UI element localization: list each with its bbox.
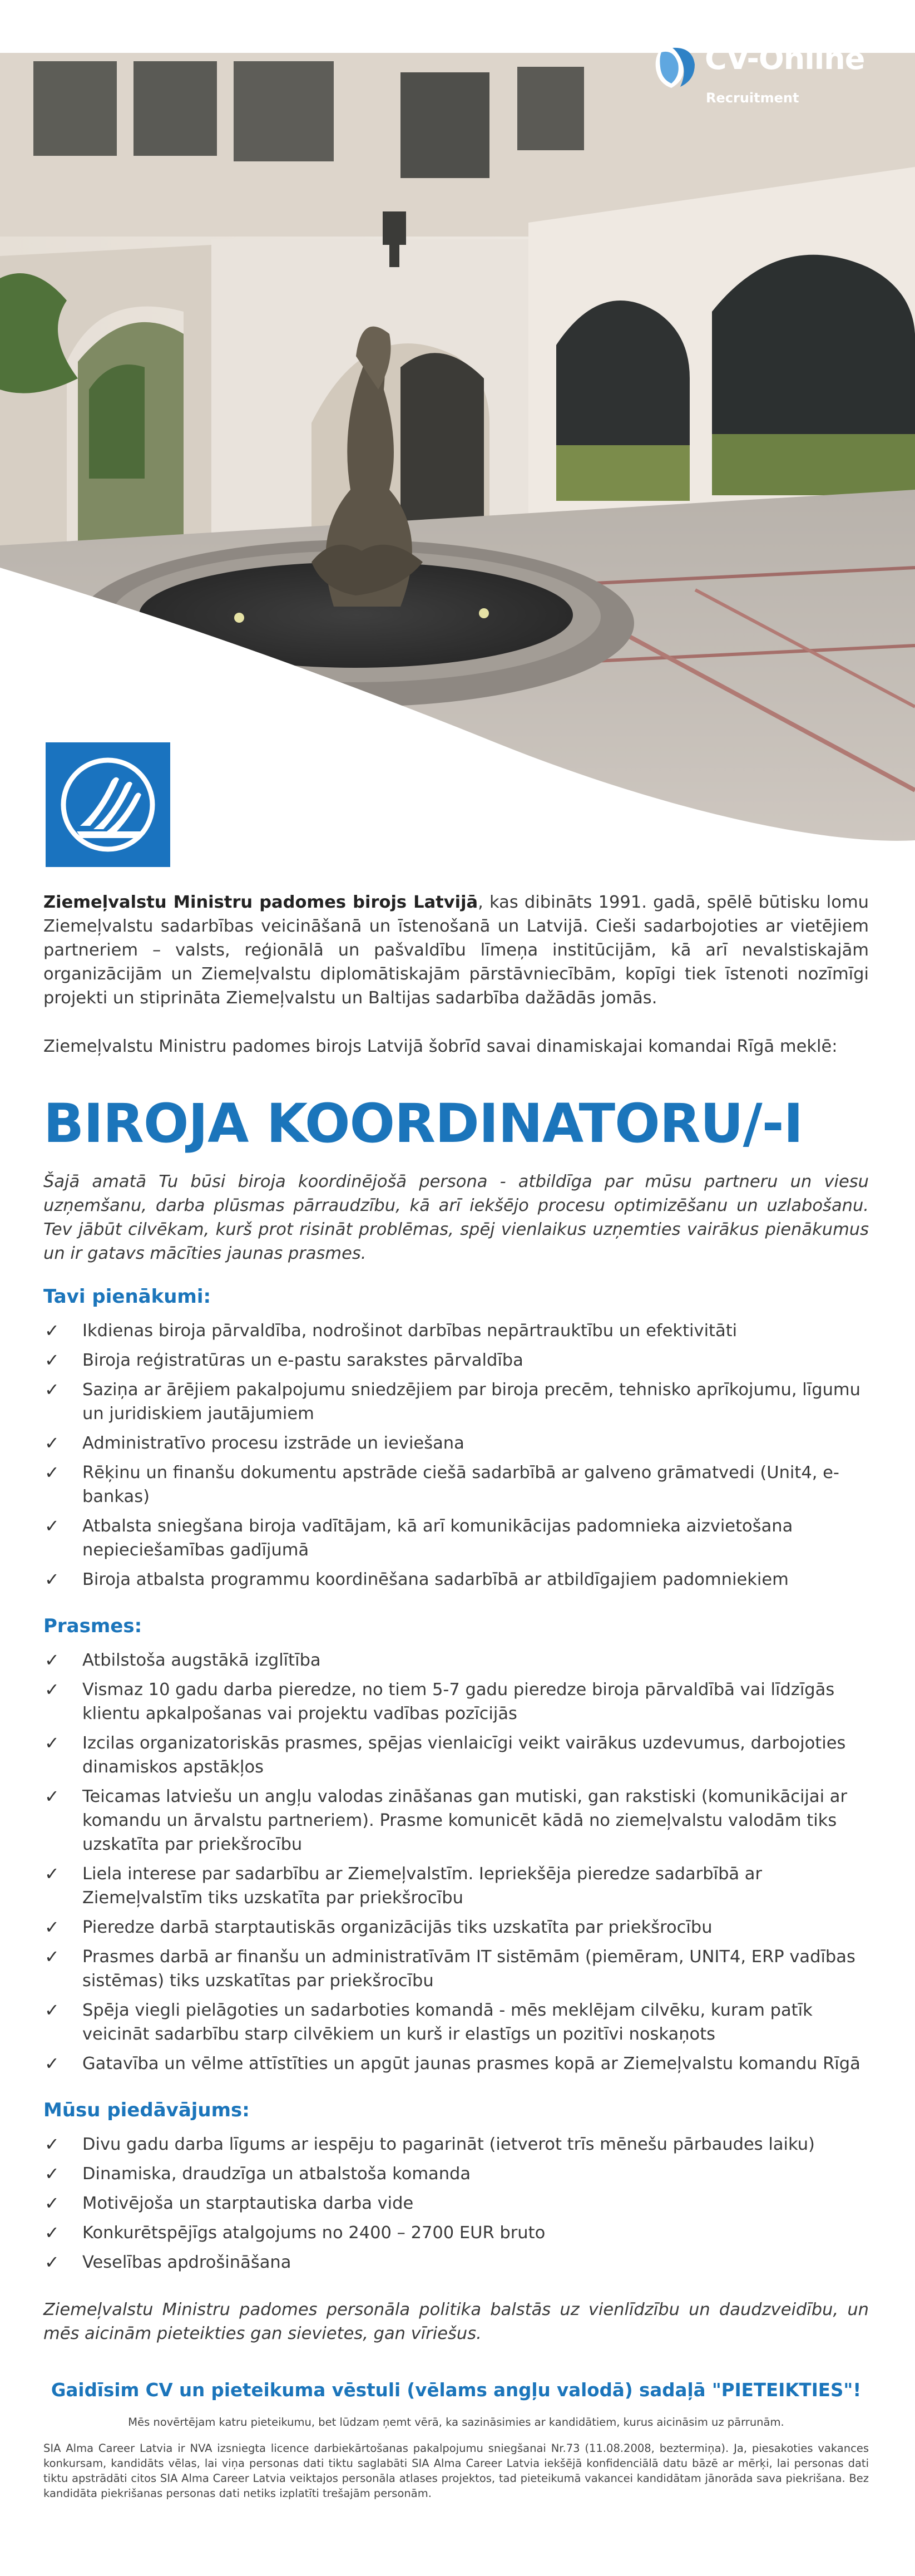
list-item — [43, 2250, 869, 2274]
list-item — [43, 2221, 869, 2245]
list-item-text: Biroja reģistratūras un e-pastu sarakstes pārvaldība — [82, 1351, 523, 1370]
nordic-swan-icon — [46, 742, 170, 867]
list-item-text: Divu gadu darba līgums ar iespēju to pagarināt (ietverot trīs mēnešu pārbaudes laiku) — [82, 2135, 815, 2154]
cv-online-leaf-icon — [648, 39, 701, 92]
check-icon: ✓ — [44, 2134, 60, 2155]
list-item — [43, 1945, 869, 1993]
footer-legal: SIA Alma Career Latvia ir NVA izsniegta licence darbiekārtošanas pakalpojumu sniegšanai Nr.73 (11.08.2008, beztermiņa). Ja, piesakoties vakances konkursam, kandidāts vēlas, lai viņa personas dati tiktu saglabāti SIA Alma Career Latvia iekšējā konfidenciālā datu bāzē ar mērķi, lai personas dati tiktu apstrādāti citos SIA Alma Career Latvia veiktajos personāla atlases projektos, tad pieteikumā vakancei kandidātam jānorāda sava piekrišana. Bez kandidāta piekrišanas personas dati netiks izplatīti trešajām personām. — [43, 2442, 869, 2500]
check-icon: ✓ — [44, 1786, 60, 1807]
list-item-text: Pieredze darbā starptautiskās organizācijās tiks uzskatīta par priekšrocību — [82, 1918, 713, 1937]
footer-note: Mēs novērtējam katru pieteikumu, bet lūdzam ņemt vērā, ka sazināsimies ar kandidātiem, kurus aicināsim uz pārrunām. — [128, 2416, 784, 2429]
list-item-text: Rēķinu un finanšu dokumentu apstrāde ciešā sadarbībā ar galveno grāmatvedi (Unit4, e-bankas) — [82, 1463, 839, 1506]
check-icon: ✓ — [44, 1649, 60, 1671]
check-icon: ✓ — [44, 1863, 60, 1884]
courtyard-photo — [0, 0, 915, 868]
list-item — [43, 1998, 869, 2046]
duties-list — [43, 1319, 869, 1592]
offer-title: Mūsu piedāvājums: — [43, 2099, 250, 2121]
list-item-text: Gatavība un vēlme attīstīties un apgūt jaunas prasmes kopā ar Ziemeļvalstu komandu Rīgā — [82, 2054, 860, 2073]
check-icon: ✓ — [44, 1515, 60, 1536]
check-icon: ✓ — [44, 1432, 60, 1454]
check-icon: ✓ — [44, 2163, 60, 2184]
list-item-text: Atbalsta sniegšana biroja vadītājam, kā arī komunikācijas padomnieka aizvietošana nepieciešamības gadījumā — [82, 1516, 793, 1560]
list-item-text: Saziņa ar ārējiem pakalpojumu sniedzējiem par biroja precēm, tehnisko aprīkojumu, līgumu un juridiskiem jautājumiem — [82, 1380, 860, 1424]
brand-name: CV-Online — [705, 41, 865, 76]
list-item — [43, 2191, 869, 2215]
list-item-text: Veselības apdrošināšana — [82, 2253, 291, 2272]
lead-text: Ziemeļvalstu Ministru padomes birojs Latvijā šobrīd savai dinamiskajai komandai Rīgā meklē: — [43, 1037, 838, 1056]
skills-list — [43, 1648, 869, 2076]
check-icon: ✓ — [44, 1999, 60, 2021]
list-item — [43, 1431, 869, 1455]
check-icon: ✓ — [44, 2193, 60, 2214]
role-summary: Šajā amatā Tu būsi biroja koordinējošā persona - atbildīga par mūsu partneru un viesu uzņemšanu, darba plūsmas pārraudzību, kā arī iekšējo procesu optimizēšanu un uzlabošanu. Tev jābūt cilvēkam, kurš prot risināt problēmas, spēj vienlaikus uzņemties vairākus pienākumus un ir gatavs mācīties jaunas prasmes. — [43, 1172, 869, 1263]
list-item — [43, 1915, 869, 1939]
list-item-text: Teicamas latviešu un angļu valodas zināšanas gan mutiski, gan rakstiski (komunikācijai ar komandu un ārvalstu partneriem). Prasme komunicēt kādā no ziemeļvalstu valodām tiks uzskatīta par priekšrocību — [82, 1787, 848, 1854]
skills-title: Prasmes: — [43, 1615, 142, 1637]
list-item-text: Vismaz 10 gadu darba pieredze, no tiem 5-7 gadu pieredze biroja pārvaldībā vai līdzīgās klientu apkalpošanas vai projektu vadības pozīcijās — [82, 1680, 835, 1723]
check-icon: ✓ — [44, 2053, 60, 2074]
list-item — [43, 1862, 869, 1910]
check-icon: ✓ — [44, 1946, 60, 1967]
list-item-text: Liela interese par sadarbību ar Ziemeļvalstīm. Iepriekšēja pieredze sadarbībā ar Ziemeļvalstīm tiks uzskatīta par priekšrocību — [82, 1864, 763, 1908]
duties-title: Tavi pienākumi: — [43, 1285, 211, 1308]
list-item-text: Biroja atbalsta programmu koordinēšana sadarbībā ar atbildīgajiem padomniekiem — [82, 1570, 789, 1589]
cta-text-end: ) sadaļā "PIETEIKTIES"! — [624, 2380, 862, 2401]
list-item-text: Administratīvo procesu izstrāde un ieviešana — [82, 1434, 464, 1453]
check-icon: ✓ — [44, 1379, 60, 1400]
list-item — [43, 1785, 869, 1856]
check-icon: ✓ — [44, 2222, 60, 2243]
list-item-text: Atbilstoša augstākā izglītība — [82, 1651, 321, 1670]
list-item — [43, 1514, 869, 1562]
list-item — [43, 1648, 869, 1672]
cta-text-start: Gaidīsim CV un pieteikuma vēstuli ( — [51, 2380, 416, 2401]
equality-statement: Ziemeļvalstu Ministru padomes personāla politika balstās uz vienlīdzību un daudzveidību, un mēs aicinām pieteikties gan sievietes, gan vīriešus. — [43, 2300, 869, 2343]
check-icon: ✓ — [44, 1732, 60, 1754]
list-item — [43, 2052, 869, 2076]
company-intro-text: , kas dibināts 1991. gadā, spēlē būtisku lomu Ziemeļvalstu sadarbības veicināšanā un īstenošanā un Latvijā. Cieši sadarbojoties ar vietējiem partneriem – valsts, reģionālā un pašvaldību līmeņa institūcijām, kā arī nevalstiskajām organizācijām un Ziemeļvalstu diplomātiskajām pārstāvniecībām, kopīgi tiek īstenoti nozīmīgi projekti un stiprināta Ziemeļvalstu un Baltijas sadarbība dažādās jomās. — [43, 893, 869, 1008]
cta-emphasis: vēlams angļu valodā — [415, 2380, 625, 2401]
company-name: Ziemeļvalstu Ministru padomes birojs Latvijā — [43, 893, 478, 912]
brand-subtitle: Recruitment — [706, 90, 799, 106]
check-icon: ✓ — [44, 1462, 60, 1483]
check-icon: ✓ — [44, 1320, 60, 1341]
check-icon: ✓ — [44, 1679, 60, 1700]
check-icon: ✓ — [44, 1917, 60, 1938]
list-item — [43, 1678, 869, 1726]
list-item-text: Ikdienas biroja pārvaldība, nodrošinot darbības nepārtrauktību un efektivitāti — [82, 1321, 738, 1341]
list-item — [43, 1319, 869, 1343]
nordic-council-logo — [46, 742, 170, 867]
apply-call-to-action — [43, 2378, 869, 2402]
list-item-text: Izcilas organizatoriskās prasmes, spējas vienlaicīgi veikt vairākus uzdevumus, darbojoties dinamiskos apstākļos — [82, 1733, 846, 1777]
offer-list — [43, 2132, 869, 2274]
check-icon: ✓ — [44, 2252, 60, 2273]
list-item-text: Spēja viegli pielāgoties un sadarboties komandā - mēs meklējam cilvēku, kuram patīk veicināt sadarbību starp cilvēkiem un kurš ir elastīgs un pozitīvi noskaņots — [82, 2001, 813, 2044]
job-ad-body — [43, 890, 869, 2501]
hero-banner — [0, 0, 915, 868]
list-item — [43, 1348, 869, 1372]
list-item-text: Motivējoša un starptautiska darba vide — [82, 2194, 414, 2213]
company-intro — [43, 890, 869, 1010]
check-icon: ✓ — [44, 1569, 60, 1590]
list-item — [43, 1731, 869, 1779]
list-item — [43, 1378, 869, 1426]
list-item-text: Konkurētspējīgs atalgojums no 2400 – 2700 EUR bruto — [82, 2223, 546, 2243]
check-icon: ✓ — [44, 1349, 60, 1371]
job-title: BIROJA KOORDINATORU/-I — [43, 1092, 803, 1155]
cv-online-logo — [648, 37, 882, 115]
list-item — [43, 2132, 869, 2156]
list-item — [43, 2162, 869, 2186]
list-item — [43, 1568, 869, 1592]
list-item — [43, 1461, 869, 1509]
list-item-text: Prasmes darbā ar finanšu un administratīvām IT sistēmām (piemēram, UNIT4, ERP vadības sistēmas) tiks uzskatītas par priekšrocību — [82, 1947, 855, 1991]
list-item-text: Dinamiska, draudzīga un atbalstoša komanda — [82, 2164, 471, 2184]
